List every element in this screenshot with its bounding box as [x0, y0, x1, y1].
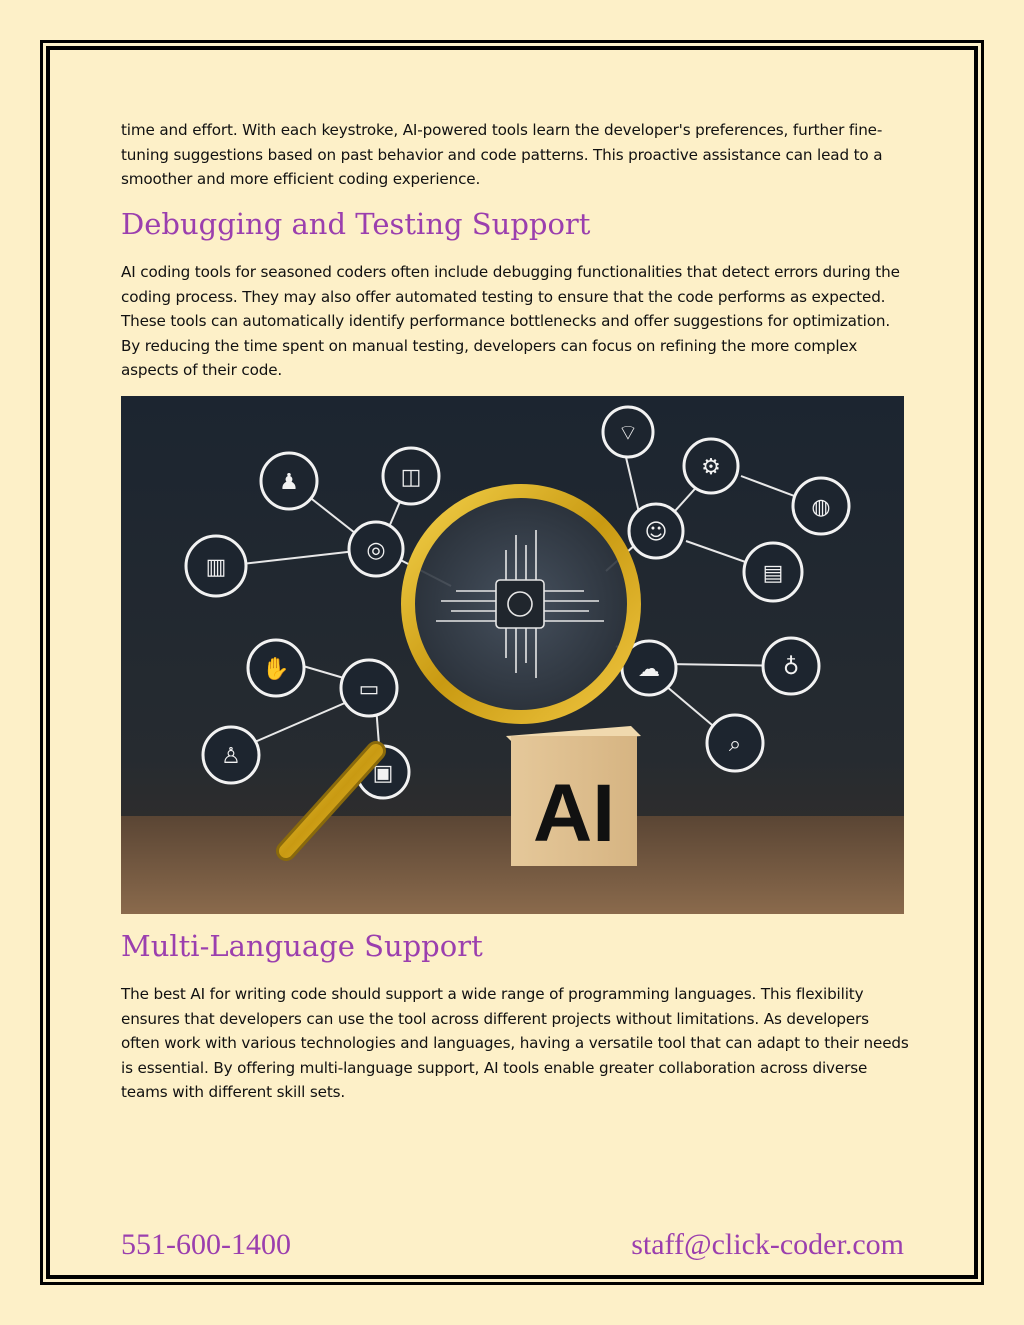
svg-text:◍: ◍: [811, 495, 831, 520]
multilang-heading: Multi-Language Support: [121, 929, 483, 963]
svg-text:▥: ▥: [205, 555, 227, 580]
multilang-paragraph: The best AI for writing code should support a wide range of programming languages. This flexibility ensures that developers can use the tool across different projects without limitations. As developers often work with various technologies and languages, having a versatile tool that can adapt to their needs is essential. By offering multi-language support, AI tools enable greater collaboration across diverse teams with different skill sets.: [121, 985, 909, 1101]
svg-text:♙: ♙: [221, 744, 241, 769]
svg-text:⌔: ⌔: [617, 421, 639, 446]
ai-illustration: [121, 396, 904, 914]
svg-text:☁: ☁: [638, 657, 660, 682]
ai-block-text: AI: [533, 768, 615, 859]
svg-text:✋: ✋: [262, 657, 290, 682]
svg-text:▭: ▭: [358, 677, 380, 702]
svg-text:☺: ☺: [644, 520, 668, 545]
debugging-paragraph: AI coding tools for seasoned coders often include debugging functionalities that detect errors during the coding process. They may also offer automated testing to ensure that the code performs as expected. These tools can automatically identify performance bottlenecks and offer suggestions for optimization. By reducing the time spent on manual testing, developers can focus on refining the more complex aspects of their code.: [121, 263, 900, 379]
svg-text:◫: ◫: [400, 465, 422, 490]
svg-text:♟: ♟: [279, 470, 299, 495]
ai-block: [506, 726, 641, 866]
email-address[interactable]: staff@click-coder.com: [631, 1228, 904, 1261]
intro-paragraph: time and effort. With each keystroke, AI-powered tools learn the developer's preferences, further fine-tuning suggestions based on past behavior and code patterns. This proactive assistance can lead to a smoother and more efficient coding experience.: [121, 121, 883, 188]
svg-text:▣: ▣: [372, 761, 394, 786]
svg-text:⌕: ⌕: [728, 732, 742, 757]
svg-text:▤: ▤: [762, 561, 784, 586]
footer: [121, 1228, 904, 1268]
debugging-heading: Debugging and Testing Support: [121, 207, 591, 241]
phone-number[interactable]: 551-600-1400: [121, 1228, 291, 1261]
svg-text:⚙: ⚙: [701, 455, 721, 480]
svg-text:◎: ◎: [366, 538, 386, 563]
svg-text:♁: ♁: [782, 655, 800, 680]
